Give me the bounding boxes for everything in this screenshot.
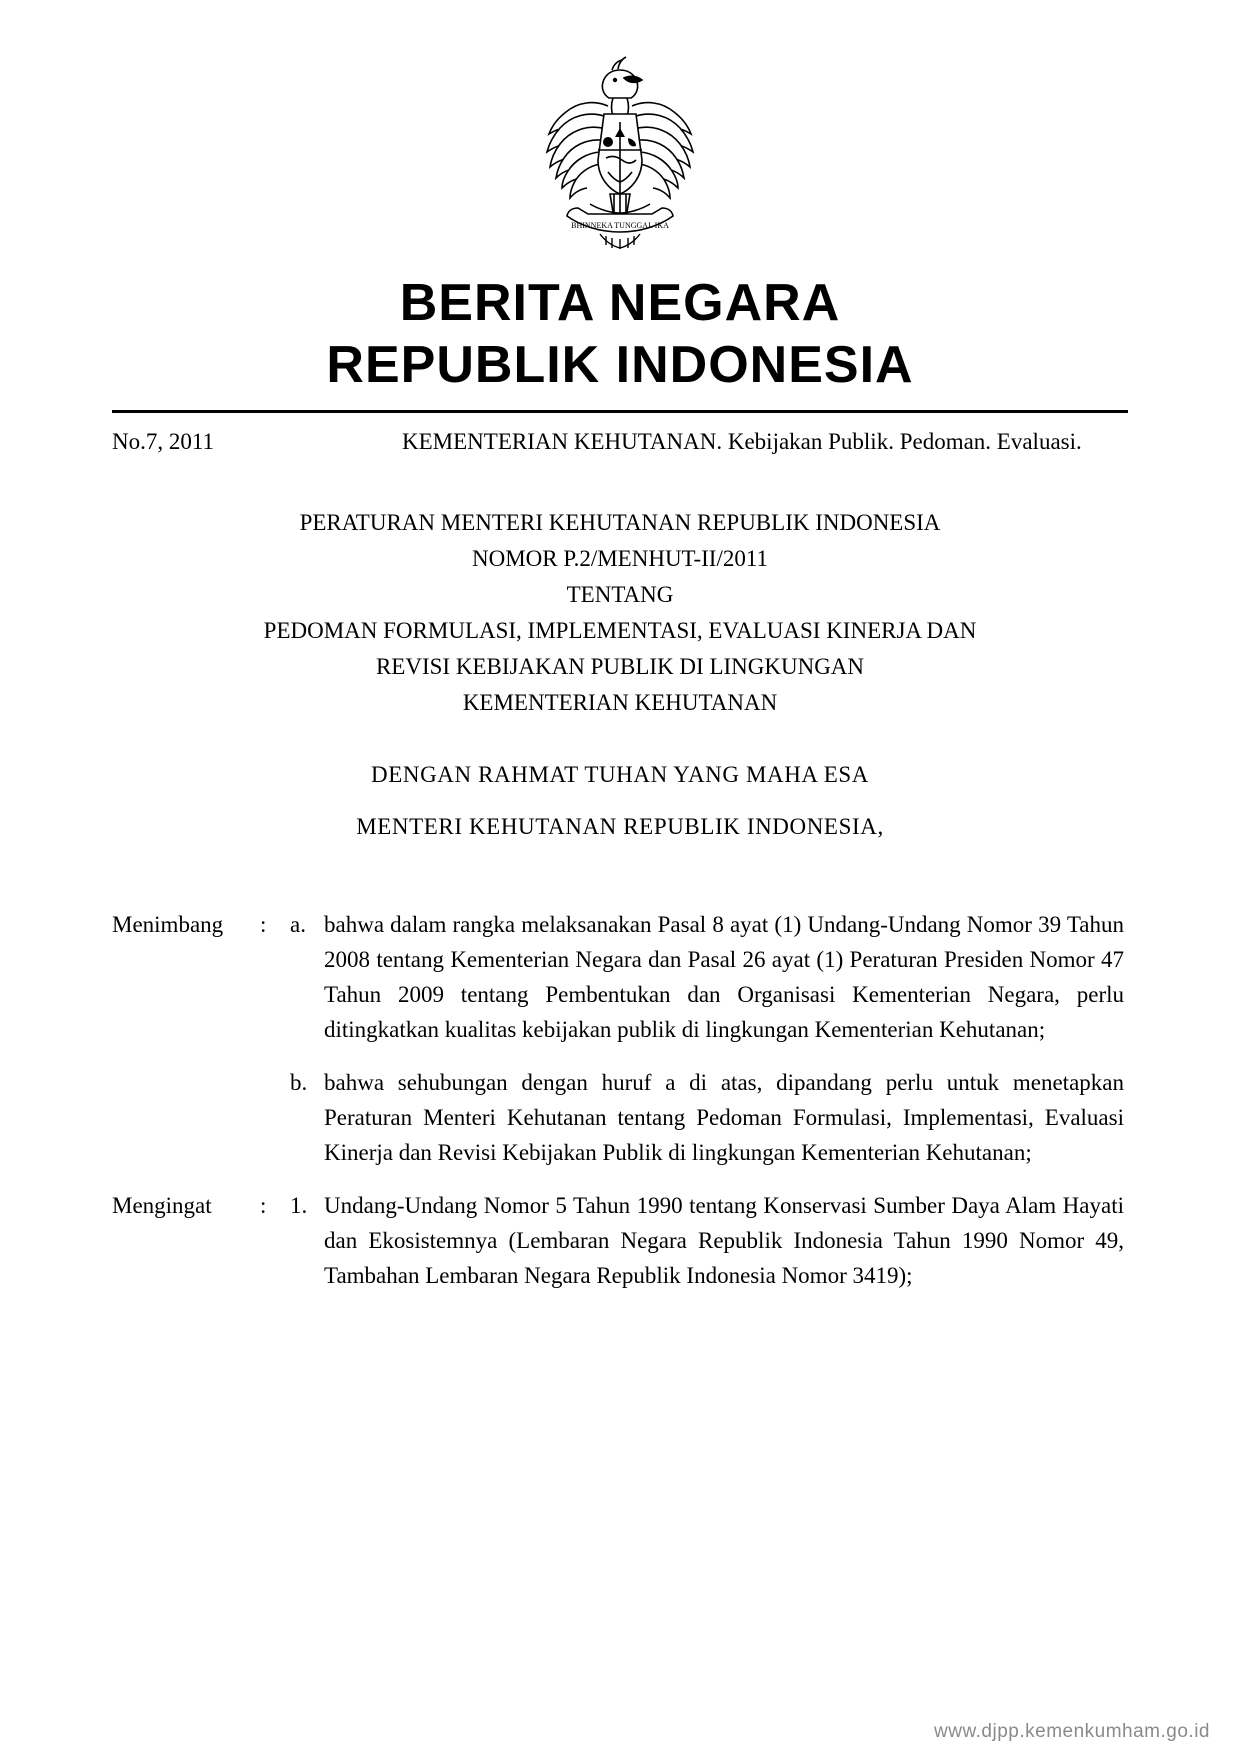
emblem-container xyxy=(112,0,1128,264)
clauses-section xyxy=(112,907,1128,1293)
invocation-line-2: MENTERI KEHUTANAN REPUBLIK INDONESIA, xyxy=(356,814,884,839)
clause-marker: 1. xyxy=(290,1193,308,1218)
clause-marker: a. xyxy=(290,912,306,937)
clause-row xyxy=(112,907,1128,1047)
header-divider xyxy=(112,410,1128,413)
footer-watermark: www.djpp.kemenkumham.go.id xyxy=(934,1721,1210,1742)
clause-colon: : xyxy=(260,912,267,937)
clause-text: bahwa sehubungan dengan huruf a di atas, dipandang perlu untuk menetapkan Peraturan Menteri Kehutanan tentang Pedoman Formulasi, Implementasi, Evaluasi Kinerja dan Revisi Kebijakan Publik di lingkungan Kementerian Kehutanan; xyxy=(324,1070,1124,1165)
masthead-line-2: REPUBLIK INDONESIA xyxy=(326,336,914,394)
title-line-3: TENTANG xyxy=(566,582,674,607)
invocation-line-1: DENGAN RAHMAT TUHAN YANG MAHA ESA xyxy=(371,762,869,787)
masthead-line-1: BERITA NEGARA xyxy=(399,274,841,332)
title-line-2: NOMOR P.2/MENHUT-II/2011 xyxy=(471,546,769,571)
title-line-6: KEMENTERIAN KEHUTANAN xyxy=(462,690,778,715)
title-line-4: PEDOMAN FORMULASI, IMPLEMENTASI, EVALUASI KINERJA DAN xyxy=(263,618,977,643)
garuda-pancasila-emblem xyxy=(520,54,720,264)
title-line-1: PERATURAN MENTERI KEHUTANAN REPUBLIK INDONESIA xyxy=(299,510,941,535)
invocation-block xyxy=(112,757,1128,845)
clause-text: bahwa dalam rangka melaksanakan Pasal 8 ayat (1) Undang-Undang Nomor 39 Tahun 2008 tentang Kementerian Negara dan Pasal 26 ayat (1) Peraturan Presiden Nomor 47 Tahun 2009 tentang Pembentukan dan Organisasi Kementerian Negara, perlu ditingkatkan kualitas kebijakan publik di lingkungan Kementerian Kehutanan; xyxy=(324,912,1124,1042)
clause-text: Undang-Undang Nomor 5 Tahun 1990 tentang Konservasi Sumber Daya Alam Hayati dan Ekosistemnya (Lembaran Negara Republik Indonesia Tahun 1990 Nomor 49, Tambahan Lembaran Negara Republik Indonesia Nomor 3419); xyxy=(324,1193,1124,1288)
clause-label: Mengingat xyxy=(112,1193,212,1218)
regulation-title-block xyxy=(112,505,1128,721)
masthead xyxy=(112,272,1128,396)
emblem-motto: BHINNEKA TUNGGAL IKA xyxy=(571,221,669,230)
title-line-5: REVISI KEBIJAKAN PUBLIK DI LINGKUNGAN xyxy=(375,654,865,679)
clause-marker: b. xyxy=(290,1070,308,1095)
issue-line xyxy=(112,425,1128,459)
clause-label: Menimbang xyxy=(112,912,224,937)
clause-colon: : xyxy=(260,1193,267,1218)
clause-row xyxy=(112,1065,1128,1170)
issue-number: No.7, 2011 xyxy=(112,429,215,454)
clause-row xyxy=(112,1188,1128,1293)
issue-subject: KEMENTERIAN KEHUTANAN. Kebijakan Publik. Pedoman. Evaluasi. xyxy=(402,429,1082,454)
